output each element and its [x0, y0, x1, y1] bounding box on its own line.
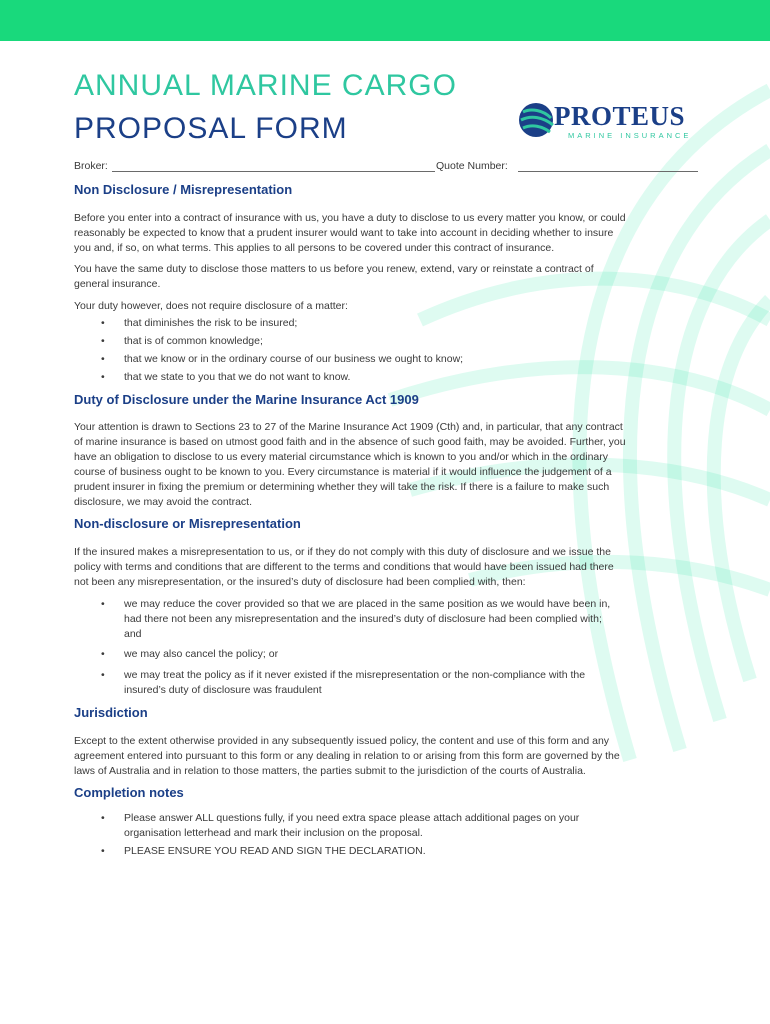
text-line: Please answer ALL questions fully, if you need extra space please attach additional pages on your [124, 812, 580, 824]
non-disclosure-paragraph-2 [74, 262, 698, 292]
non-disclosure-paragraph-1 [74, 211, 698, 256]
bullet-glyph: • [101, 371, 105, 383]
text-line: have an obligation to disclose to us every material circumstance which is known to you and/or which in the ordinary [74, 451, 609, 463]
list-item [124, 668, 684, 698]
bullet-glyph: • [101, 812, 105, 824]
bullet-glyph: • [101, 335, 105, 347]
bullet-glyph: • [101, 648, 105, 660]
bullet-glyph: • [101, 317, 105, 329]
text-line: course of business ought to be known to you. Every circumstance is material if it would influence the judgement of a [74, 466, 612, 478]
quote-number-label: Quote Number: [436, 160, 508, 172]
list-item [124, 597, 684, 642]
text-line: organisation letterhead and mark their inclusion on the proposal. [124, 827, 423, 839]
list-item: that we state to you that we do not want to know. [124, 371, 351, 383]
text-line: we may treat the policy as if it never existed if the misrepresentation or the non-compliance with the [124, 669, 586, 681]
header-band [0, 0, 770, 41]
duty-paragraph [74, 420, 698, 510]
text-line: You have the same duty to disclose those matters to us before you renew, extend, vary or reinstate a contract of [74, 263, 594, 275]
misrep-paragraph [74, 545, 698, 590]
text-line: insured’s duty of disclosure was fraudulent [124, 684, 322, 696]
bullet-glyph: • [101, 845, 105, 857]
section-heading-misrepresentation: Non-disclosure or Misrepresentation [74, 516, 301, 531]
non-disclosure-paragraph-3: Your duty however, does not require disclosure of a matter: [74, 300, 348, 312]
text-line: general insurance. [74, 278, 161, 290]
list-item: that diminishes the risk to be insured; [124, 317, 298, 329]
section-heading-completion-notes: Completion notes [74, 785, 184, 800]
bullet-glyph: • [101, 669, 105, 681]
text-line: Your attention is drawn to Sections 23 to 27 of the Marine Insurance Act 1909 (Cth) and, in particular, that any contract [74, 421, 623, 433]
broker-quote-row [74, 159, 698, 173]
list-item: PLEASE ENSURE YOU READ AND SIGN THE DECLARATION. [124, 845, 426, 857]
section-heading-jurisdiction: Jurisdiction [74, 705, 148, 720]
section-heading-duty-of-disclosure: Duty of Disclosure under the Marine Insurance Act 1909 [74, 392, 419, 407]
bullet-glyph: • [101, 353, 105, 365]
logo-tagline: MARINE INSURANCE [568, 131, 692, 140]
form-title-line1: ANNUAL MARINE CARGO [74, 69, 457, 102]
broker-field[interactable] [112, 171, 435, 172]
list-item [124, 811, 684, 841]
section-heading-non-disclosure: Non Disclosure / Misrepresentation [74, 182, 293, 197]
text-line: had there not been any misrepresentation and the insured’s duty of disclosure had been complied with; [124, 613, 602, 625]
text-line: reasonably be expected to know that a prudent insurer would want to take into account in deciding whether to insure [74, 227, 614, 239]
text-line: and [124, 628, 142, 640]
jurisdiction-paragraph [74, 734, 698, 779]
text-line: we may reduce the cover provided so that we are placed in the same position as we would have been in, [124, 598, 611, 610]
list-item: that we know or in the ordinary course of our business we ought to know; [124, 353, 464, 365]
logo-wordmark: PROTEUS [554, 101, 686, 131]
text-line: laws of Australia and in relation to those matters, the parties submit to the jurisdiction of the courts of Australia. [74, 765, 586, 777]
broker-label: Broker: [74, 160, 108, 172]
text-line: disclosure, we may avoid the contract. [74, 496, 252, 508]
text-line: you and, if so, on what terms. This applies to all persons to be covered under this contract of insurance. [74, 242, 555, 254]
text-line: Except to the extent otherwise provided in any subsequently issued policy, the content and use of this form and any [74, 735, 610, 747]
text-line: agreement entered into pursuant to this form or any dealing in relation to or arising from this form are governed by the [74, 750, 620, 762]
text-line: If the insured makes a misrepresentation to us, or if they do not comply with this duty of disclosure and we issue the [74, 546, 611, 558]
text-line: Before you enter into a contract of insurance with us, you have a duty to disclose to us every matter you know, or could [74, 212, 626, 224]
list-item: that is of common knowledge; [124, 335, 263, 347]
form-title-line2: PROPOSAL FORM [74, 112, 348, 145]
list-item: we may also cancel the policy; or [124, 648, 279, 660]
text-line: of marine insurance is based on utmost good faith and in the absence of such good faith, may be avoided. Further, you [74, 436, 626, 448]
quote-number-field[interactable] [518, 171, 698, 172]
text-line: not been any misrepresentation, or the insured’s duty of disclosure had been complied with, then: [74, 576, 526, 588]
bullet-glyph: • [101, 598, 105, 610]
text-line: policy with terms and conditions that are different to the terms and conditions that would have been issued had there [74, 561, 614, 573]
text-line: prudent insurer in fixing the premium or determining whether they will take the risk. If there is a failure to make such [74, 481, 610, 493]
